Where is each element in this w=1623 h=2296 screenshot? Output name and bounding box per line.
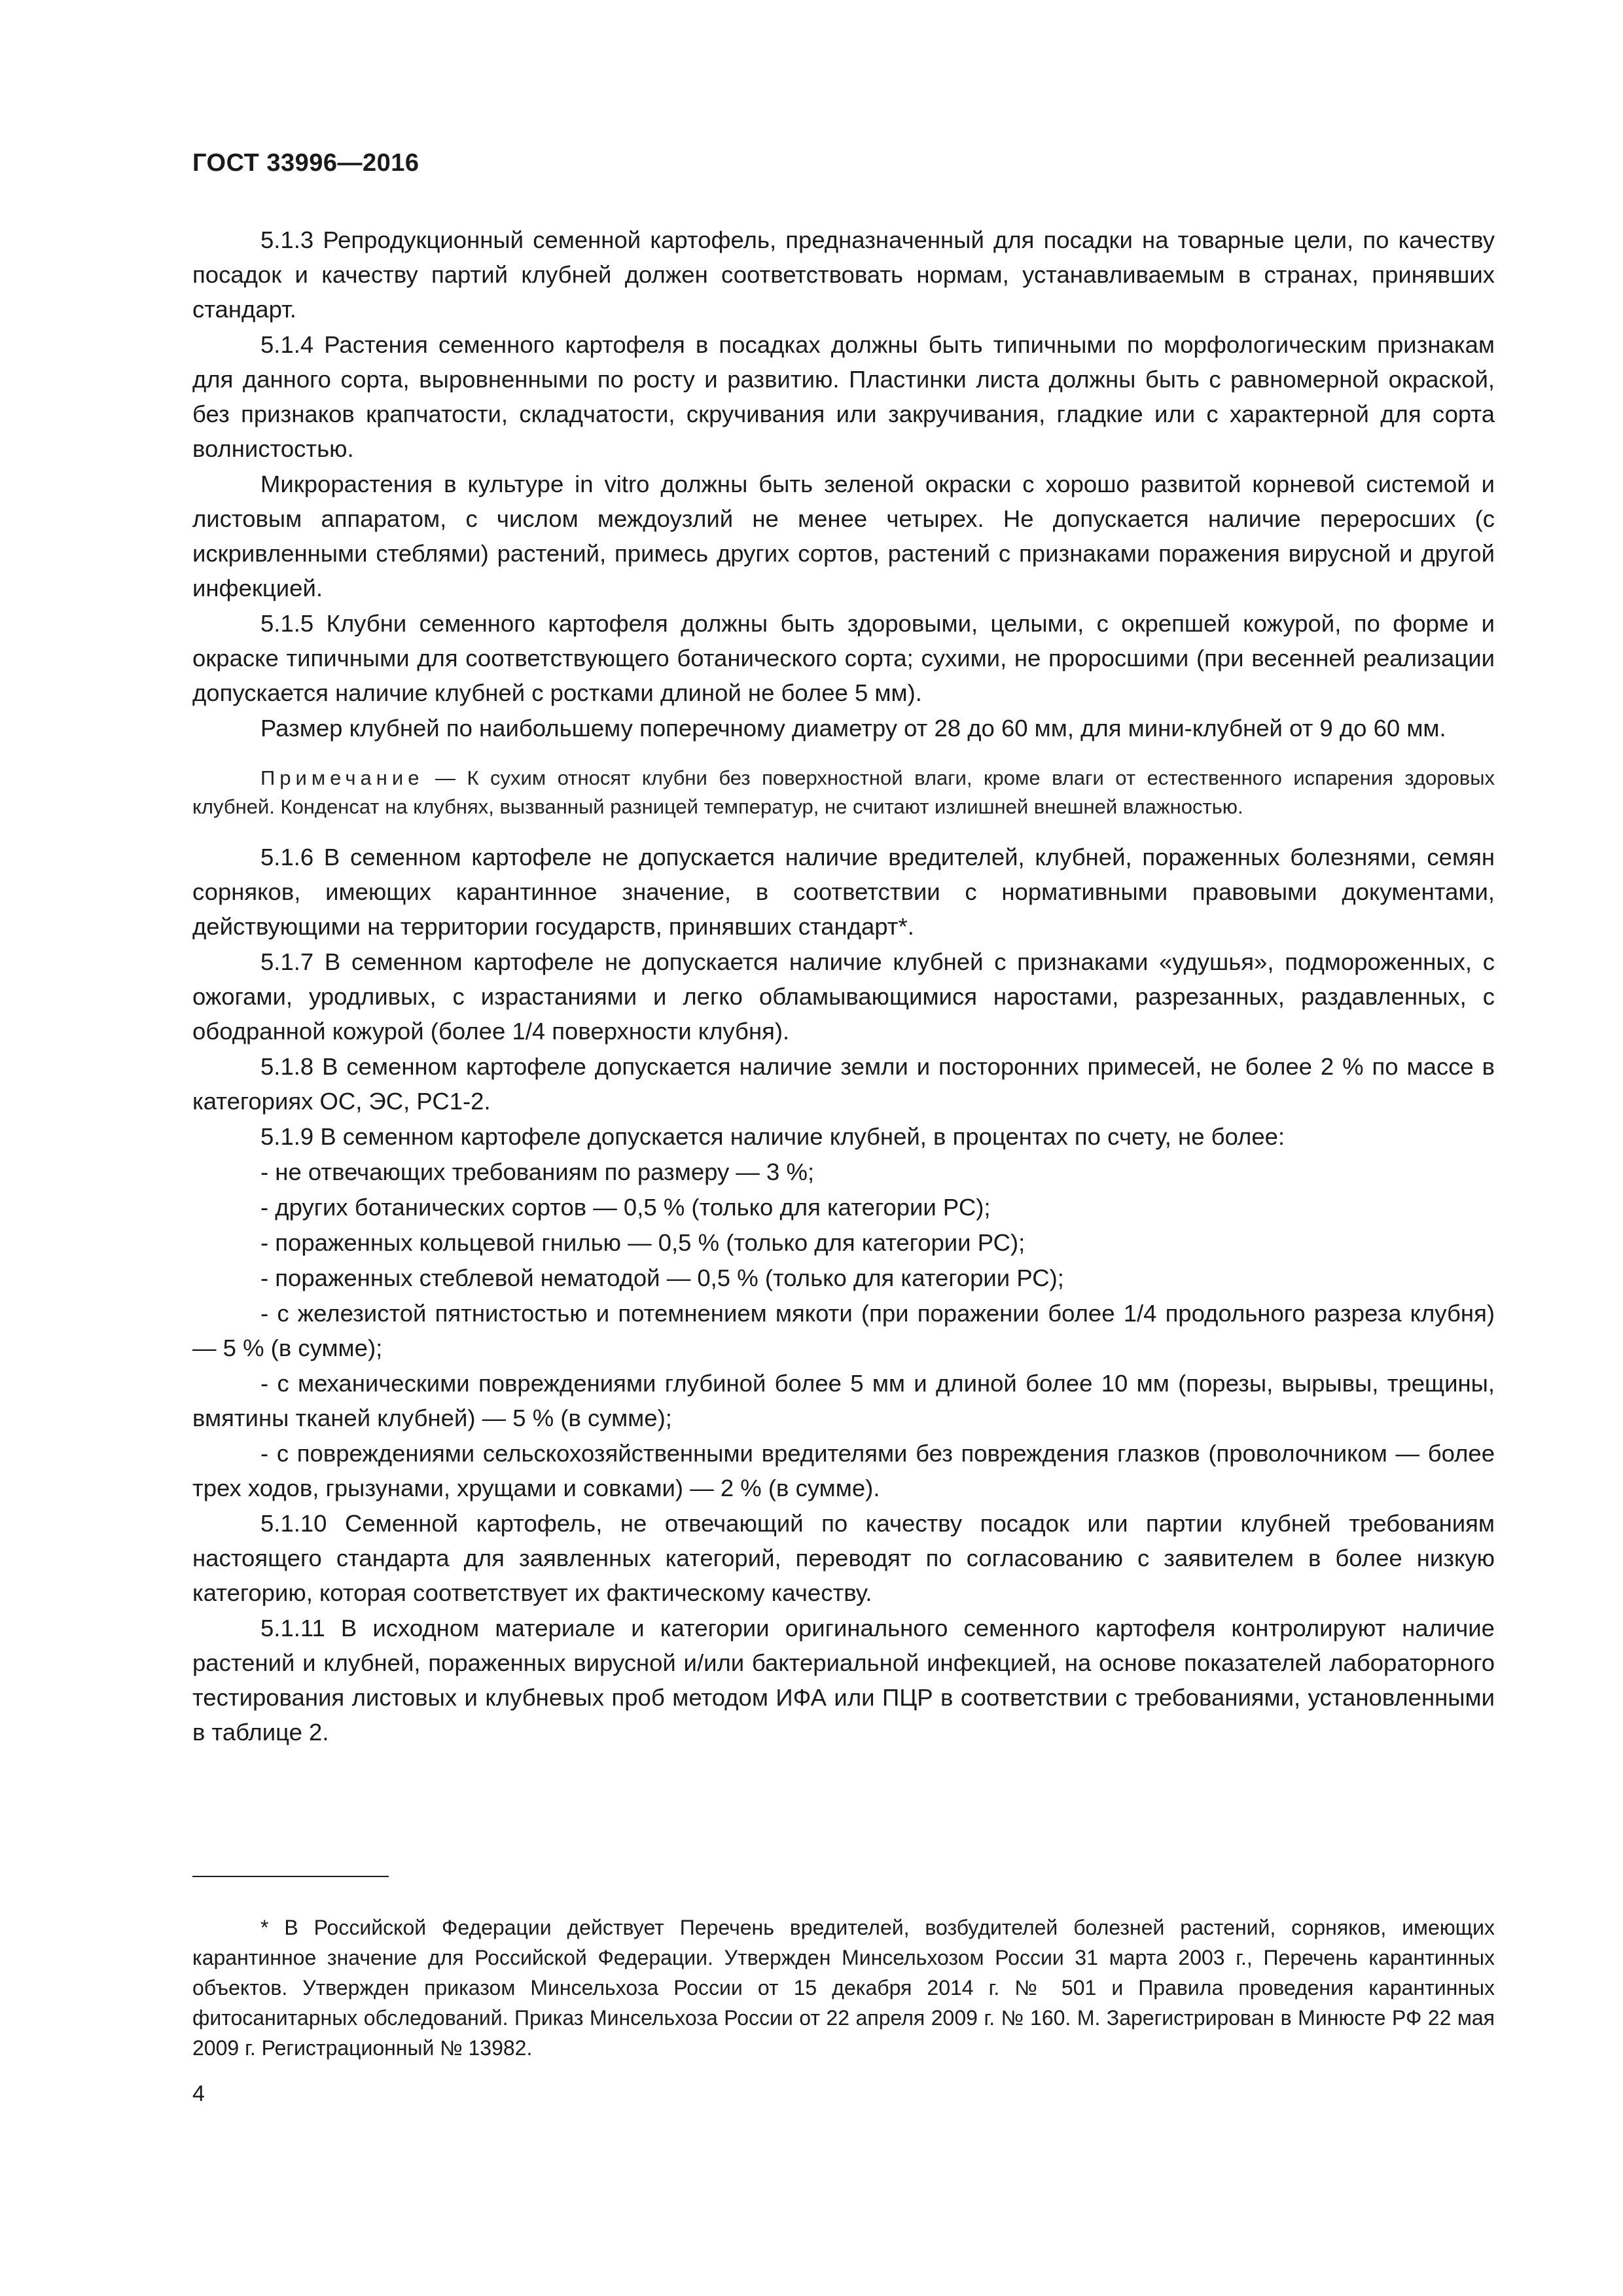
- clause-5-1-3: 5.1.3 Репродукционный семенной картофель, предназначенный для посадки на товарные цели, по качеству посадок и качеству партий клубней должен соответствовать нормам, устанавливаемым в странах, принявших стандарт.: [192, 226, 1495, 323]
- clause-5-1-6: 5.1.6 В семенном картофеле не допускается наличие вредителей, клубней, пораженных болезнями, семян сорняков, имеющих карантинное значение, в соответствии с нормативными правовыми документами, действующими на территории государств, принявших стандарт*.: [192, 844, 1495, 940]
- clause-5-1-5: 5.1.5 Клубни семенного картофеля должны быть здоровыми, целыми, с окрепшей кожурой, по форме и окраске типичными для соответствующего ботанического сорта; сухими, не проросшими (при весенней реализации допускается наличие клубней с ростками длиной не более 5 мм).: [192, 610, 1495, 706]
- clause-5-1-10: 5.1.10 Семенной картофель, не отвечающий по качеству посадок или партии клубней требованиям настоящего стандарта для заявленных категорий, переводят по согласованию с заявителем в более низкую категорию, которая соответствует их фактическому качеству.: [192, 1510, 1495, 1606]
- standard-designation: ГОСТ 33996—2016: [192, 149, 419, 177]
- note-text: — К сухим относят клубни без поверхностной влаги, кроме влаги от естественного испарения здоровых клубней. Конденсат на клубнях, вызванный разницей температур, не считают излишней внешней влажностью.: [192, 766, 1495, 818]
- page-number: 4: [192, 2081, 205, 2106]
- document-body: [192, 223, 1495, 1750]
- note: [192, 764, 1495, 821]
- clause-5-1-7: 5.1.7 В семенном картофеле не допускается наличие клубней с признаками «удушья», подмороженных, с ожогами, уродливых, с израстаниями и легко обламывающимися наростами, разрезанных, раздавленных, с ободранной кожурой (более 1/4 поверхности клубня).: [192, 948, 1495, 1045]
- list-item: - с механическими повреждениями глубиной более 5 мм и длиной более 10 мм (порезы, вырывы, трещины, вмятины тканей клубней) — 5 % (в сумме);: [192, 1370, 1495, 1431]
- paragraph-tuber-size: Размер клубней по наибольшему поперечному диаметру от 28 до 60 мм, для мини-клубней от 9 до 60 мм.: [260, 715, 1446, 742]
- list-item: - пораженных стеблевой нематодой — 0,5 % (только для категории РС);: [260, 1265, 1064, 1291]
- list-item: - не отвечающих требованиям по размеру — 3 %;: [260, 1158, 815, 1185]
- paragraph-microplants: Микрорастения в культуре in vitro должны быть зеленой окраски с хорошо развитой корневой системой и листовым аппаратом, с числом междоузлий не менее четырех. Не допускается наличие переросших (с искривленными стеблями) растений, примесь других сортов, растений с признаками поражения вирусной и другой инфекцией.: [192, 471, 1495, 601]
- footnote: * В Российской Федерации действует Перечень вредителей, возбудителей болезней растений, сорняков, имеющих карантинное значение для Российской Федерации. Утвержден Минсельхозом России 31 марта 2003 г., Перечень карантинных объектов. Утвержден приказом Минсельхоза России от 15 декабря 2014 г. № 501 и Правила проведения карантинных фитосанитарных обследований. Приказ Минсельхоза России от 22 апреля 2009 г. № 160. М. Зарегистрирован в Минюсте РФ 22 мая 2009 г. Регистрационный № 13982.: [192, 1916, 1495, 2060]
- clause-5-1-9: 5.1.9 В семенном картофеле допускается наличие клубней, в процентах по счету, не более:: [260, 1123, 1285, 1150]
- clause-5-1-11: 5.1.11 В исходном материале и категории оригинального семенного картофеля контролируют наличие растений и клубней, пораженных вирусной и/или бактериальной инфекцией, на основе показателей лабораторного тестирования листовых и клубневых проб методом ИФА или ПЦР в соответствии с требованиями, установленными в таблице 2.: [192, 1615, 1495, 1746]
- list-item: - с железистой пятнистостью и потемнением мякоти (при поражении более 1/4 продольного разреза клубня) — 5 % (в сумме);: [192, 1300, 1495, 1361]
- footnote-separator: [192, 1876, 389, 1877]
- list-item: - пораженных кольцевой гнилью — 0,5 % (только для категории РС);: [260, 1229, 1026, 1256]
- list-item: - с повреждениями сельскохозяйственными вредителями без повреждения глазков (проволочником — более трех ходов, грызунами, хрущами и совками) — 2 % (в сумме).: [192, 1440, 1495, 1501]
- note-label: Примечание: [260, 766, 424, 789]
- clause-5-1-8: 5.1.8 В семенном картофеле допускается наличие земли и посторонних примесей, не более 2 % по массе в категориях ОС, ЭС, РС1-2.: [192, 1053, 1495, 1115]
- list-item: - других ботанических сортов — 0,5 % (только для категории РС);: [260, 1194, 991, 1221]
- clause-5-1-4: 5.1.4 Растения семенного картофеля в посадках должны быть типичными по морфологическим признакам для данного сорта, выровненными по росту и развитию. Пластинки листа должны быть с равномерной окраской, без признаков крапчатости, складчатости, скручивания или закручивания, гладкие или с характерной для сорта волнистостью.: [192, 331, 1495, 462]
